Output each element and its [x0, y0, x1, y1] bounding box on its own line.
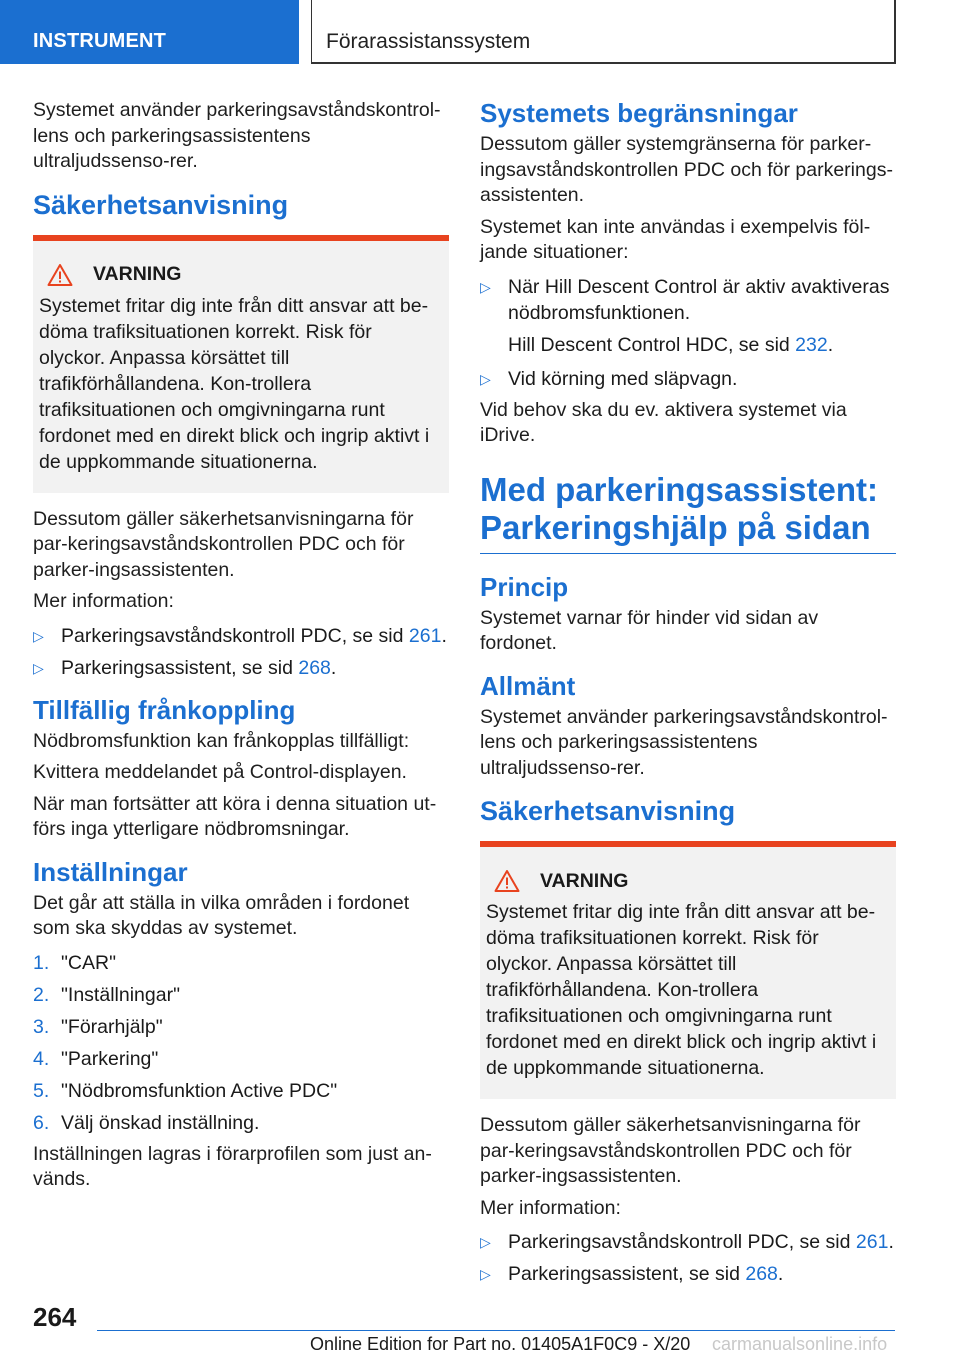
temp-paragraph-3: När man fortsätter att köra i denna situation ut-förs inga ytterligare nödbromsningar. [33, 792, 437, 840]
step-number: 6. [33, 1111, 50, 1134]
page-link-261[interactable]: 261 [855, 1231, 889, 1253]
list-item [33, 1078, 449, 1104]
intro-paragraph: Systemet använder parkeringsavståndskontrol-lens och parkeringsassistentens ultraljudssenso-rer. [33, 99, 441, 172]
list-item [33, 1046, 449, 1072]
section-tab-label: INSTRUMENT [33, 30, 167, 52]
list-item-suffix: . [330, 656, 337, 679]
settings-intro: Det går att ställa in vilka områden i fordonet som ska skyddas av systemet. [33, 891, 410, 939]
footer-divider [97, 1330, 895, 1331]
list-item-suffix: . [888, 1231, 894, 1253]
list-item [33, 1014, 449, 1040]
page-link-268[interactable]: 268 [298, 656, 331, 679]
step-text: "Inställningar" [61, 983, 180, 1006]
warning-header [494, 869, 888, 893]
limits-list [480, 274, 896, 326]
step-number: 5. [33, 1079, 50, 1102]
right-column [480, 98, 896, 1293]
more-info-label: Mer information: [480, 1196, 621, 1219]
limits-paragraph-3: Vid behov ska du ev. aktivera systemet via iDrive. [480, 398, 847, 446]
warning-text: Systemet fritar dig inte från ditt ansvar att be-döma trafiksituationen korrekt. Risk för olyckor. Anpassa körsättet till trafikförhållandena. Kon-trollera trafiksituationen och omgivningarna runt fordonet med en direkt blick och ingrip aktivt i de uppkommande situationerna. [486, 901, 877, 1079]
list-item [33, 623, 449, 649]
limits-paragraph-2: Systemet kan inte användas i exempelvis föl-jande situationer: [480, 215, 871, 263]
warning-label: VARNING [93, 263, 182, 285]
reference-list [33, 623, 449, 681]
list-item-suffix: . [441, 624, 447, 647]
list-item [33, 655, 449, 681]
list-item-text: Parkeringsavståndskontroll PDC, se sid [61, 624, 409, 647]
general-text: Systemet använder parkeringsavståndskontrol-lens och parkeringsassistentens ultraljudssenso-rer. [480, 705, 888, 779]
reference-list [480, 1229, 896, 1287]
step-text: "Förarhjälp" [61, 1015, 163, 1038]
temp-disable-heading: Tillfällig frånkoppling [33, 694, 296, 725]
limits-paragraph-1: Dessutom gäller systemgränserna för parker-ingsavståndskontrollen PDC och för parkerings-assistenten. [480, 133, 893, 206]
page-link-261[interactable]: 261 [408, 624, 442, 647]
section-tab [0, 0, 299, 64]
safety-heading: Säkerhetsanvisning [480, 796, 736, 826]
warning-triangle-icon [47, 263, 73, 287]
step-text: Välj önskad inställning. [61, 1111, 260, 1134]
step-number: 1. [33, 951, 50, 974]
triangle-right-outline-icon: ▷ [480, 1266, 491, 1282]
list-item-text: När Hill Descent Control är aktiv avaktiveras nödbromsfunktionen. [508, 275, 890, 324]
limits-list-2 [480, 366, 896, 392]
step-text: "CAR" [61, 951, 117, 974]
chapter-title: Förarassistanssystem [326, 30, 531, 53]
triangle-right-outline-icon: ▷ [33, 659, 44, 676]
warning-box [480, 841, 896, 1099]
page-number: 264 [33, 1302, 77, 1332]
list-item [33, 950, 449, 976]
warning-box [33, 235, 449, 493]
list-item-suffix: . [777, 1263, 784, 1285]
main-heading-line-2: Parkeringshjälp på sidan [480, 508, 871, 546]
after-warning-paragraph: Dessutom gäller säkerhetsanvisningarna för par-keringsavståndskontrollen PDC och för parker-ingsassistenten. [33, 507, 414, 581]
settings-heading: Inställningar [33, 856, 188, 887]
temp-paragraph-1: Nödbromsfunktion kan frånkopplas tillfälligt: [33, 729, 410, 752]
list-item-text: Vid körning med släpvagn. [508, 367, 738, 390]
hdc-reference [480, 332, 896, 358]
list-item [480, 1261, 896, 1287]
warning-label: VARNING [540, 869, 629, 892]
step-text: "Parkering" [61, 1047, 159, 1070]
hdc-reference-text: Hill Descent Control HDC, se sid [508, 333, 796, 356]
step-number: 3. [33, 1015, 50, 1038]
list-item-text: Parkeringsassistent, se sid [61, 656, 299, 679]
principle-text: Systemet varnar för hinder vid sidan av fordonet. [480, 606, 819, 654]
list-item [480, 274, 896, 326]
warning-header [47, 263, 441, 287]
step-number: 2. [33, 983, 50, 1006]
page-link-268[interactable]: 268 [745, 1263, 778, 1285]
main-heading-line-1: Med parkeringsassistent: [480, 470, 878, 508]
list-item [33, 982, 449, 1008]
safety-heading: Säkerhetsanvisning [33, 189, 289, 220]
settings-steps [33, 950, 449, 1136]
list-item [33, 1110, 449, 1136]
warning-triangle-icon [494, 869, 520, 893]
principle-heading: Princip [480, 571, 569, 602]
list-item-text: Parkeringsassistent, se sid [508, 1263, 746, 1285]
page-link-232[interactable]: 232 [795, 333, 828, 356]
general-heading: Allmänt [480, 670, 576, 701]
step-number: 4. [33, 1047, 50, 1070]
heading-divider [480, 553, 896, 554]
warning-text: Systemet fritar dig inte från ditt ansvar att be-döma trafiksituationen korrekt. Risk för olyckor. Anpassa körsättet till trafikförhållandena. Kon-trollera trafiksituationen och omgivningarna runt fordonet med en direkt blick och ingrip aktivt i de uppkommande situationerna. [39, 294, 430, 473]
hdc-reference-suffix: . [827, 333, 834, 356]
list-item [480, 366, 896, 392]
triangle-right-outline-icon: ▷ [480, 370, 491, 387]
left-column [33, 98, 449, 1199]
limits-heading: Systemets begränsningar [480, 98, 798, 128]
triangle-right-outline-icon: ▷ [480, 278, 491, 295]
triangle-right-outline-icon: ▷ [480, 1234, 491, 1250]
settings-outro: Inställningen lagras i förarprofilen som just an-vänds. [33, 1142, 432, 1190]
main-heading [480, 471, 896, 547]
step-text: "Nödbromsfunktion Active PDC" [61, 1079, 338, 1102]
triangle-right-outline-icon: ▷ [33, 627, 44, 644]
list-item-text: Parkeringsavståndskontroll PDC, se sid [508, 1231, 856, 1253]
edition-text: Online Edition for Part no. 01405A1F0C9 - X/20 [310, 1334, 691, 1354]
watermark: carmanualsonline.info [712, 1334, 888, 1354]
chapter-title-box [311, 0, 896, 64]
after-warning-paragraph: Dessutom gäller säkerhetsanvisningarna för par-keringsavståndskontrollen PDC och för parker-ingsassistenten. [480, 1114, 861, 1187]
more-info-label: Mer information: [33, 590, 174, 612]
list-item [480, 1229, 896, 1255]
temp-paragraph-2: Kvittera meddelandet på Control-displayen. [33, 761, 407, 783]
